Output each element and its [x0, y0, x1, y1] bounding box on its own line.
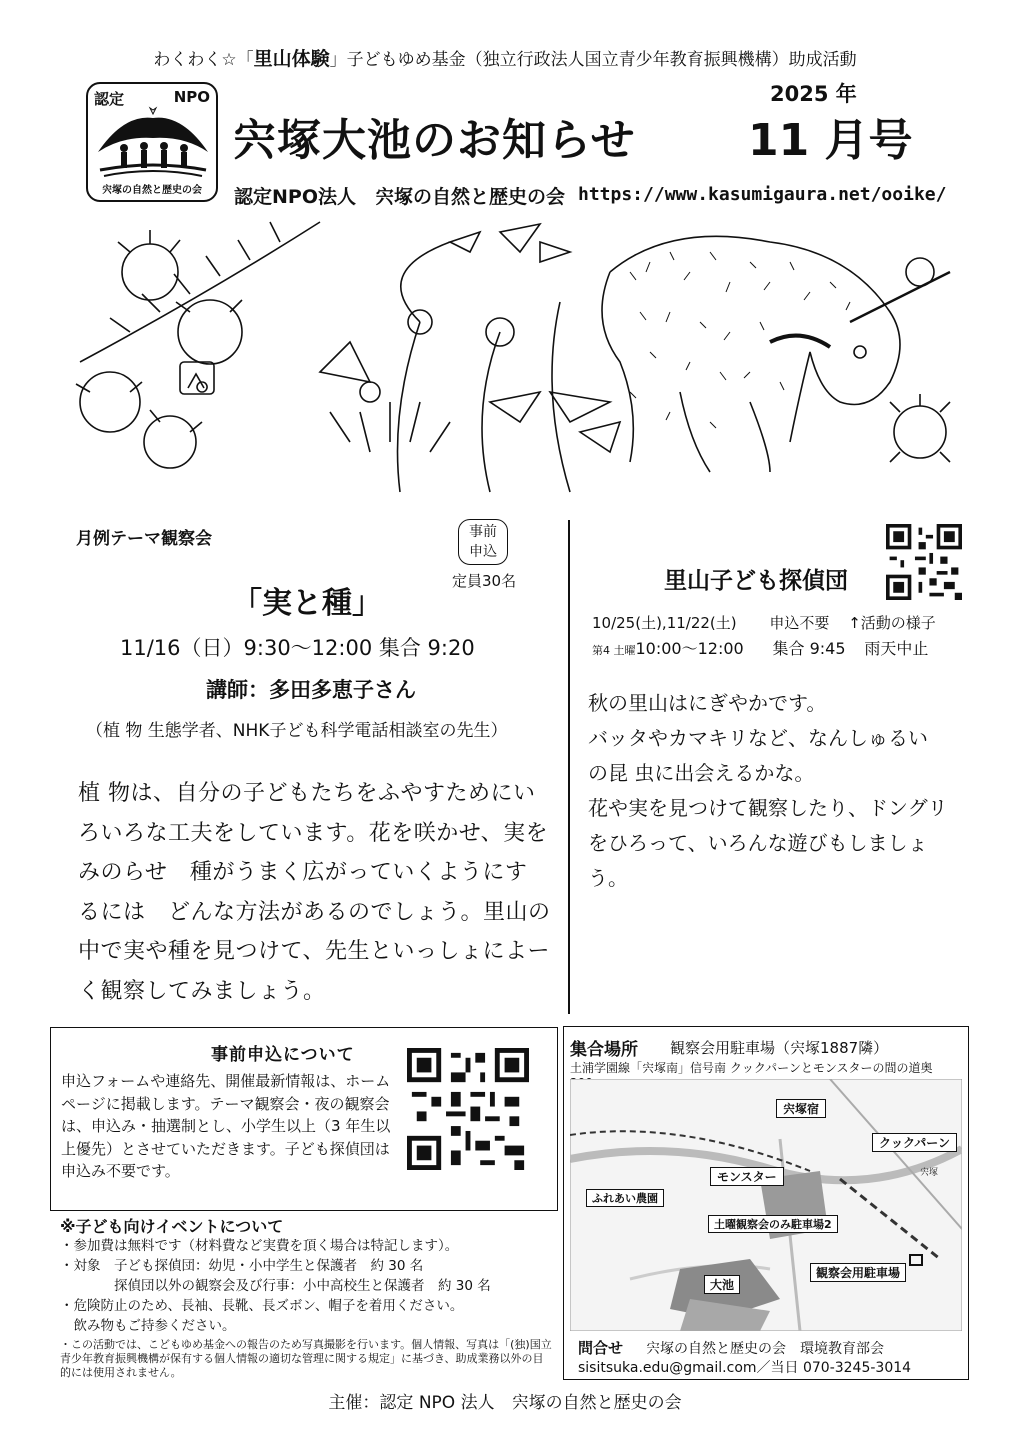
note-item: 探偵団以外の観察会及び行事：小中高校生と保護者 約 30 名: [60, 1278, 491, 1294]
contact-org: 宍塚の自然と歴史の会 環境教育部会: [646, 1341, 884, 1357]
no-apply-note: 申込不要: [769, 614, 830, 632]
child-events-title: ※子ども向けイベントについて: [60, 1217, 284, 1236]
apply-info-text: 申込フォームや連絡先、開催最新情報は、ホームページに掲載します。テーマ観察会・夜の観察会は、申込み・抽選制とし、小学生以上（3 年生以上優先）とさせていただきます。子ども探偵団は申込み不要です。: [61, 1072, 391, 1180]
badge-line-2: 申込: [469, 544, 497, 560]
rain-note: 雨天中止: [864, 639, 929, 658]
capacity: 定員30名: [452, 572, 517, 590]
grant-pre: わくわく☆「: [153, 50, 254, 70]
event-theme: 「実と種」: [232, 586, 382, 621]
desc-line: の昆 虫に出会えるかな。: [588, 761, 815, 785]
detective-dates-row: [592, 612, 936, 633]
time-prefix: 第4 土曜: [592, 644, 636, 657]
contact-label: 問合せ: [578, 1339, 624, 1357]
meeting-place: 観察会用駐車場（宍塚1887隣）: [670, 1039, 889, 1057]
event-datetime: 11/16（日）9:30〜12:00 集合 9:20: [120, 636, 475, 660]
note-item: ・参加費は無料です（材料費など実費を頂く場合は特記します）。: [60, 1238, 459, 1254]
meeting-title: 集合場所: [570, 1040, 638, 1060]
privacy-note: ・この活動では、こどもゆめ基金への報告のため写真撮影を行います。個人情報、写真は「(独)国立青少年教育振興機構が保有する個人情報の適切な管理に関する規定」に基づき、助成業務以外の目的には使用されません。: [60, 1338, 552, 1379]
meeting-place-box: [563, 1026, 969, 1380]
column-divider: [568, 520, 570, 1014]
map-label-town: 宍塚: [920, 1168, 939, 1178]
map-label-parking2: 土曜観察会のみ駐車場2: [708, 1215, 838, 1233]
detective-time-row: [592, 636, 928, 659]
issue-year: 2025 年: [770, 82, 857, 106]
logo-certified: 認定: [94, 90, 125, 108]
logo-caption: 宍塚の自然と歴史の会: [102, 185, 202, 196]
desc-line: 植 物は、自分の子どもたちをふやすためにい: [78, 781, 536, 806]
npo-logo: [86, 82, 218, 202]
badge-line-1: 事前: [469, 524, 497, 540]
note-item: ・対象 子ども探偵団：幼児・小中学生と保護者 約 30 名: [60, 1258, 424, 1274]
issue-month: 11 月号: [748, 115, 913, 166]
detective-time: 10:00〜12:00: [635, 639, 744, 658]
desc-line: 中で実や種を見つけて、先生といっしょによー: [78, 939, 551, 964]
desc-line: バッタやカマキリなど、なんしゅるい: [588, 726, 928, 750]
grant-post: 」子どもゆめ基金（独立行政法人国立青少年教育振興機構）助成活動: [329, 50, 857, 70]
desc-line: をひろって、いろんな遊びもしましょ: [588, 831, 928, 855]
map-label-shishitsukajuku: 宍塚宿: [776, 1099, 826, 1118]
pre-apply-badge: [458, 519, 508, 565]
map-label-cookparn: クックパーン: [872, 1133, 957, 1152]
child-events-notes: [60, 1236, 560, 1336]
organizer-footer: 主催：認定 NPO 法人 宍塚の自然と歴史の会: [328, 1393, 682, 1413]
contact-details[interactable]: sisitsuka.edu@gmail.com／当日 070-3245-3014: [578, 1360, 912, 1376]
grant-line: [0, 44, 1010, 71]
desc-line: 花や実を見つけて観察したり、ドングリ: [588, 796, 948, 820]
desc-line: う。: [588, 866, 628, 890]
detective-gather: 集合 9:45: [772, 639, 846, 658]
logo-emblem-icon: [94, 104, 212, 182]
qr-code-homepage-icon[interactable]: [407, 1048, 529, 1170]
map-label-farm: ふれあい農園: [586, 1189, 664, 1207]
lecturer-description: （植 物 生態学者、NHK子ども科学電話相談室の先生）: [86, 721, 508, 741]
map-label-parking: 観察会用駐車場: [810, 1263, 906, 1282]
grant-bold: 里山体験: [253, 48, 330, 70]
map-label-pond: 大池: [704, 1275, 740, 1294]
desc-line: みのらせ 種がうまく広がっていくようにす: [78, 860, 528, 885]
desc-line: く観察してみましょう。: [78, 978, 326, 1004]
desc-line: 秋の里山はにぎやかです。: [588, 691, 827, 715]
detective-dates: 10/25(土),11/22(土): [592, 614, 737, 632]
event-category: 月例テーマ観察会: [76, 529, 212, 549]
apply-info-title: 事前申込について: [211, 1045, 355, 1065]
apply-info-box: [50, 1027, 558, 1211]
nature-illustration-icon: [70, 212, 960, 502]
newsletter-title: 宍塚大池のお知らせ: [232, 115, 636, 166]
desc-line: ろいろな工夫をしています。花を咲かせ、実を: [78, 820, 549, 846]
website-link[interactable]: https://www.kasumigaura.net/ooike/: [578, 184, 947, 205]
note-item: 飲み物もご持参ください。: [60, 1318, 236, 1334]
lecturer: 講師：多田多恵子さん: [206, 678, 416, 702]
meeting-route: 土浦学園線「宍塚南」信号南 クックパーンとモンスターの間の道奥: [570, 1061, 933, 1075]
detective-title: 里山子ども探偵団: [664, 568, 848, 594]
event-description: [78, 774, 558, 1011]
desc-line: るには どんな方法があるのでしょう。里山の: [78, 899, 551, 925]
logo-npo: NPO: [173, 88, 210, 106]
qr-code-activity-icon[interactable]: [886, 524, 962, 600]
org-name: 認定NPO法人 宍塚の自然と歴史の会: [234, 186, 565, 208]
access-map: [570, 1079, 962, 1331]
note-item: ・危険防止のため、長袖、長靴、長ズボン、帽子を着用ください。: [60, 1298, 464, 1314]
detective-description: [588, 686, 968, 896]
map-label-monster: モンスター: [710, 1167, 784, 1186]
activity-note: ↑活動の様子: [848, 614, 936, 632]
